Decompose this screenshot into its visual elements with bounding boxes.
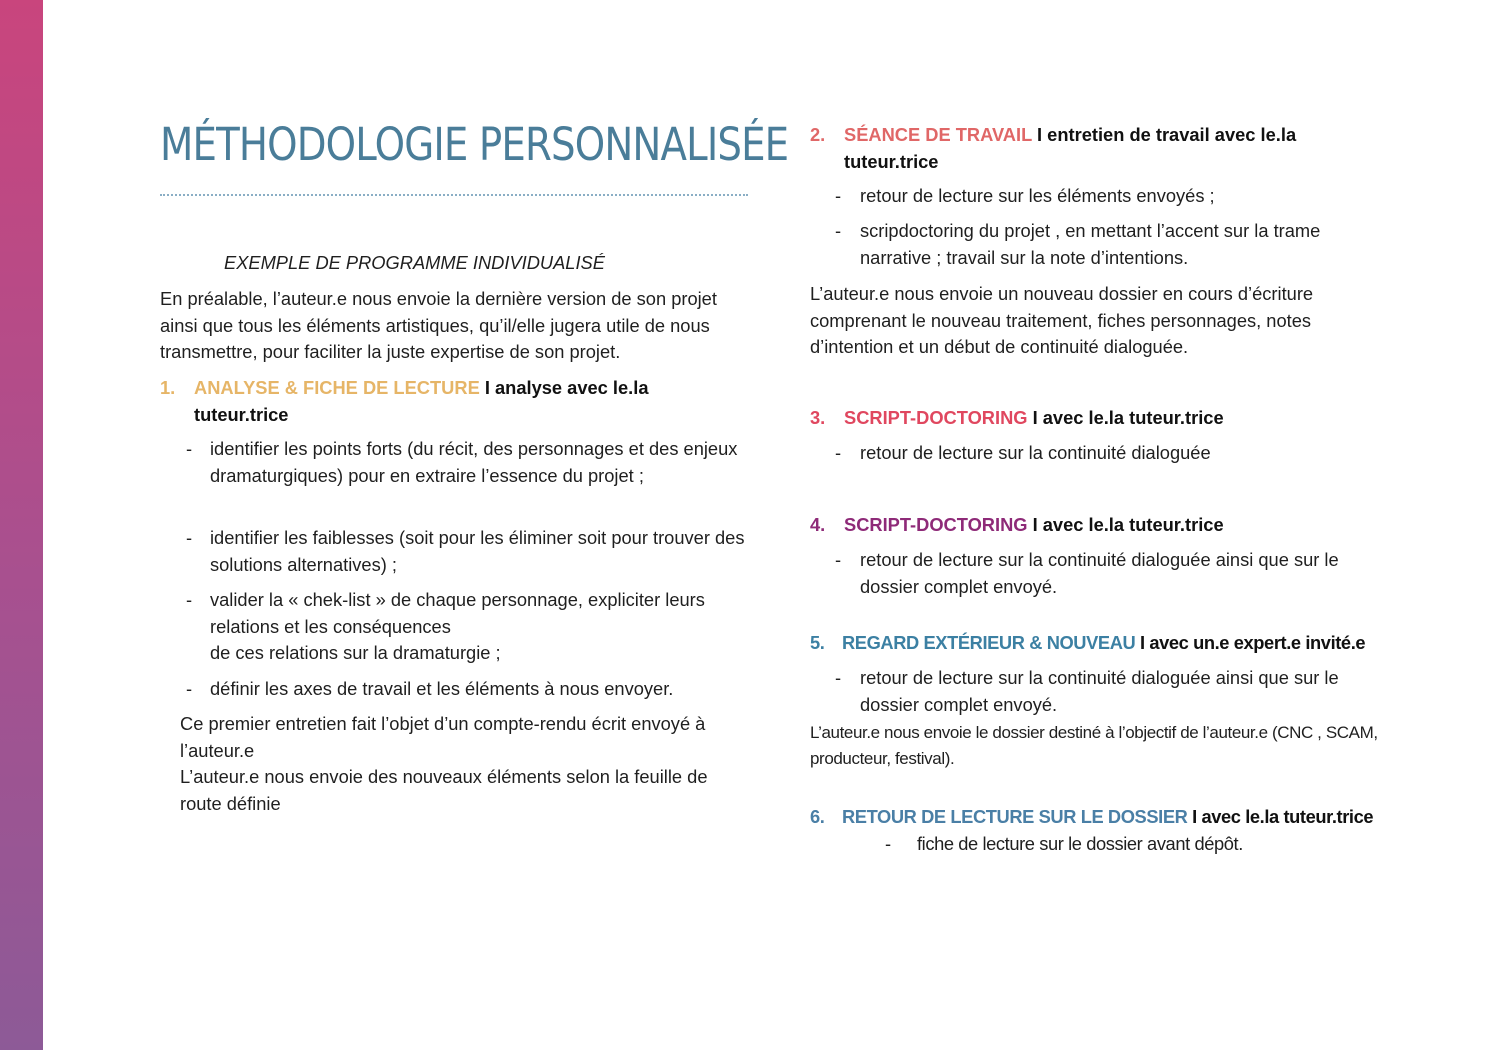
step-3-number: 3. — [810, 407, 826, 428]
intro-paragraph: En préalable, l’auteur.e nous envoie la dernière version de son projet ainsi que tous les éléments artistiques, qu’il/elle jugera utile de nous transmettre, pour faciliter la juste expertise de son projet. — [160, 288, 717, 362]
step-3-label: SCRIPT-DOCTORING — [844, 407, 1028, 428]
bullet-dash: - — [186, 589, 193, 610]
step-1-number: 1. — [160, 377, 176, 398]
step-5-bullet — [835, 665, 1395, 718]
bullet-dash: - — [186, 527, 193, 548]
step-1-bullet — [186, 587, 751, 667]
bullet-text: fiche de lecture sur le dossier avant dépôt. — [917, 833, 1243, 854]
bullet-dash: - — [885, 833, 891, 854]
side-gradient-band — [0, 0, 43, 1050]
step-2-rest-line2: tuteur.trice — [844, 151, 939, 172]
title-dotted-rule — [160, 194, 748, 196]
step-1-heading — [160, 374, 760, 428]
bullet-text: retour de lecture sur les éléments envoyés ; — [860, 185, 1215, 206]
step-4-heading — [810, 511, 1410, 538]
closing-paragraph-2: L’auteur.e nous envoie des nouveaux éléments selon la feuille de route définie — [180, 766, 708, 814]
bullet-text: identifier les faiblesses (soit pour les éliminer soit pour trouver des solutions alternatives) ; — [210, 527, 745, 575]
step-5-after-paragraph: L’auteur.e nous envoie le dossier destiné à l’objectif de l’auteur.e (CNC , SCAM, producteur, festival). — [810, 723, 1378, 768]
bullet-dash: - — [835, 442, 842, 463]
step-3-rest: I avec le.la tuteur.trice — [1027, 407, 1224, 428]
bullet-text: retour de lecture sur la continuité dialoguée — [860, 442, 1211, 463]
bullet-text: valider la « chek-list » de chaque personnage, expliciter leurs relations et les conséquences — [210, 589, 705, 637]
step-5-heading — [810, 629, 1450, 656]
step-4-number: 4. — [810, 514, 826, 535]
step-6-heading — [810, 803, 1450, 830]
step-2-bullet — [835, 183, 1395, 210]
step-5-number: 5. — [810, 632, 825, 653]
step-1-bullet — [186, 525, 746, 578]
step-1-rest: I analyse avec le.la — [479, 377, 649, 398]
bullet-dash: - — [835, 667, 842, 688]
step-1-bullet — [186, 676, 746, 703]
step-4-rest: I avec le.la tuteur.trice — [1027, 514, 1224, 535]
program-subtitle: EXEMPLE DE PROGRAMME INDIVIDUALISÉ — [224, 252, 605, 273]
step-5-label: REGARD EXTÉRIEUR & NOUVEAU — [842, 632, 1136, 653]
bullet-dash: - — [835, 549, 842, 570]
bullet-text: définir les axes de travail et les éléments à nous envoyer. — [210, 678, 674, 699]
bullet-text-line3: de ces relations sur la dramaturgie ; — [210, 642, 501, 663]
step-6-number: 6. — [810, 806, 825, 827]
bullet-dash: - — [186, 438, 193, 459]
step-1-bullet — [186, 436, 746, 489]
step-6-rest: I avec le.la tuteur.trice — [1187, 806, 1374, 827]
closing-paragraph-1: Ce premier entretien fait l’objet d’un compte-rendu écrit envoyé à l’auteur.e — [180, 713, 706, 761]
step-3-bullet — [835, 440, 1395, 467]
step-2-bullet — [835, 218, 1395, 271]
step-6-bullet — [885, 831, 1385, 858]
step-4-label: SCRIPT-DOCTORING — [844, 514, 1028, 535]
bullet-text: identifier les points forts (du récit, des personnages et des enjeux dramaturgiques) pour en extraire l’essence du projet ; — [210, 438, 738, 486]
step-1-rest-line2: tuteur.trice — [194, 404, 289, 425]
bullet-text: scripdoctoring du projet , en mettant l’accent sur la trame narrative ; travail sur la note d’intentions. — [860, 220, 1321, 268]
bullet-dash: - — [835, 185, 842, 206]
step-2-heading — [810, 121, 1410, 175]
step-3-heading — [810, 404, 1410, 431]
bullet-text: retour de lecture sur la continuité dialoguée ainsi que sur le dossier complet envoyé. — [860, 549, 1339, 597]
step-6-label: RETOUR DE LECTURE SUR LE DOSSIER — [842, 806, 1188, 827]
bullet-dash: - — [186, 678, 193, 699]
page-title: MÉTHODOLOGIE PERSONNALISÉE — [160, 118, 789, 171]
step-1-label: ANALYSE & FICHE DE LECTURE — [194, 377, 480, 398]
step-2-number: 2. — [810, 124, 826, 145]
step-2-after-paragraph: L’auteur.e nous envoie un nouveau dossier en cours d’écriture comprenant le nouveau traitement, fiches personnages, notes d’intention et un début de continuité dialoguée. — [810, 283, 1314, 357]
bullet-dash: - — [835, 220, 842, 241]
bullet-text: retour de lecture sur la continuité dialoguée ainsi que sur le dossier complet envoyé. — [860, 667, 1339, 715]
step-5-rest: I avec un.e expert.e invité.e — [1135, 632, 1366, 653]
step-2-rest: I entretien de travail avec le.la — [1031, 124, 1297, 145]
step-4-bullet — [835, 547, 1395, 600]
step-2-label: SÉANCE DE TRAVAIL — [844, 124, 1032, 145]
